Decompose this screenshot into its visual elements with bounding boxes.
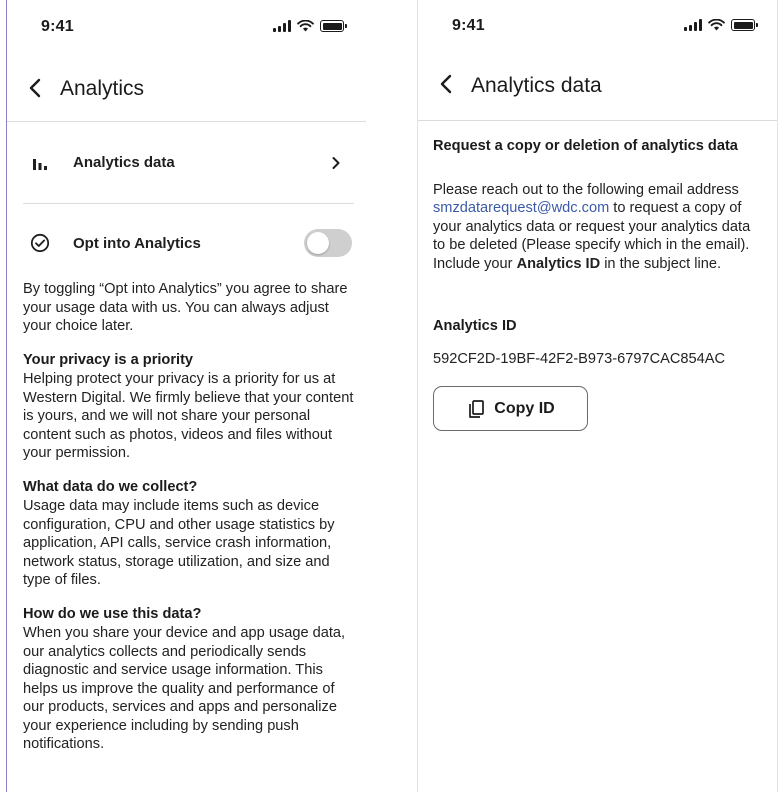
- status-icons: [273, 20, 344, 32]
- analytics-data-label: Analytics data: [73, 154, 175, 171]
- status-bar: [7, 0, 366, 56]
- instructions-suffix: in the subject line.: [604, 255, 722, 272]
- wifi-icon: [297, 20, 314, 32]
- nav-bar: [7, 56, 366, 122]
- wifi-icon: [708, 19, 725, 31]
- instructions-middle: to request a copy of your analytics data or request your analytics data to be deleted (Please specify which in the email). Include your: [433, 200, 751, 272]
- opt-in-label: Opt into Analytics: [73, 234, 201, 252]
- bar-chart-icon: [29, 152, 51, 174]
- nav-bar: [418, 52, 777, 121]
- section-body: Usage data may include items such as device configuration, CPU and other usage statistics by application, API calls, service crash information, network status, storage utilization, and size and type of files.: [23, 498, 335, 588]
- opt-in-toggle[interactable]: [304, 229, 352, 257]
- status-time: 9:41: [452, 17, 485, 34]
- page-title: Analytics: [60, 76, 145, 100]
- cellular-signal-icon: [684, 19, 702, 31]
- section-body: Helping protect your privacy is a priority for us at Western Digital. We firmly believe that your content is yours, and we will not share your personal content such as photos, videos and files without your permission.: [23, 371, 354, 461]
- page-title: Analytics data: [471, 74, 602, 97]
- status-time: 9:41: [41, 18, 74, 35]
- chevron-left-icon: [28, 78, 42, 98]
- section-heading: How do we use this data?: [23, 605, 202, 622]
- check-circle-icon: [29, 232, 51, 254]
- instructions-prefix: Please reach out to the following email address: [433, 181, 739, 198]
- chevron-left-icon: [439, 74, 453, 94]
- section-heading: Your privacy is a priority: [23, 351, 194, 368]
- copy-id-button[interactable]: [433, 386, 588, 431]
- instructions-bold: Analytics ID: [516, 255, 601, 272]
- data-usage-section: [23, 605, 356, 754]
- toggle-knob: [307, 232, 329, 254]
- request-title: Request a copy or deletion of analytics data: [433, 138, 738, 154]
- section-body: When you share your device and app usage data, our analytics collects and periodically sends diagnostic and service usage information. This helps us improve the quality and performance of our products, services and apps and personalize your experience including by sending push notifications.: [23, 625, 346, 752]
- analytics-id-label: Analytics ID: [433, 318, 517, 334]
- analytics-data-content: [433, 137, 765, 431]
- request-instructions: [433, 181, 765, 274]
- opt-in-row: [23, 204, 354, 282]
- analytics-id-value: 592CF2D-19BF-42F2-B973-6797CAC854AC: [433, 350, 726, 367]
- analytics-screen: [6, 0, 366, 792]
- battery-icon: [731, 19, 755, 31]
- status-icons: [684, 19, 755, 31]
- privacy-section: [23, 351, 356, 463]
- copy-icon: [466, 399, 486, 419]
- status-bar: [418, 0, 777, 56]
- battery-icon: [320, 20, 344, 32]
- chevron-right-icon: [326, 153, 346, 173]
- analytics-description: [23, 280, 356, 769]
- analytics-data-screen: [417, 0, 778, 792]
- section-heading: What data do we collect?: [23, 478, 198, 495]
- intro-text: By toggling “Opt into Analytics” you agree to share your usage data with us. You can always adjust your choice later.: [23, 281, 348, 334]
- analytics-data-row[interactable]: [23, 122, 354, 204]
- data-collected-section: [23, 478, 356, 590]
- copy-id-label: Copy ID: [494, 399, 555, 417]
- back-button[interactable]: [432, 70, 460, 98]
- email-link[interactable]: smzdatarequest@wdc.com: [433, 200, 610, 216]
- cellular-signal-icon: [273, 20, 291, 32]
- back-button[interactable]: [21, 74, 49, 102]
